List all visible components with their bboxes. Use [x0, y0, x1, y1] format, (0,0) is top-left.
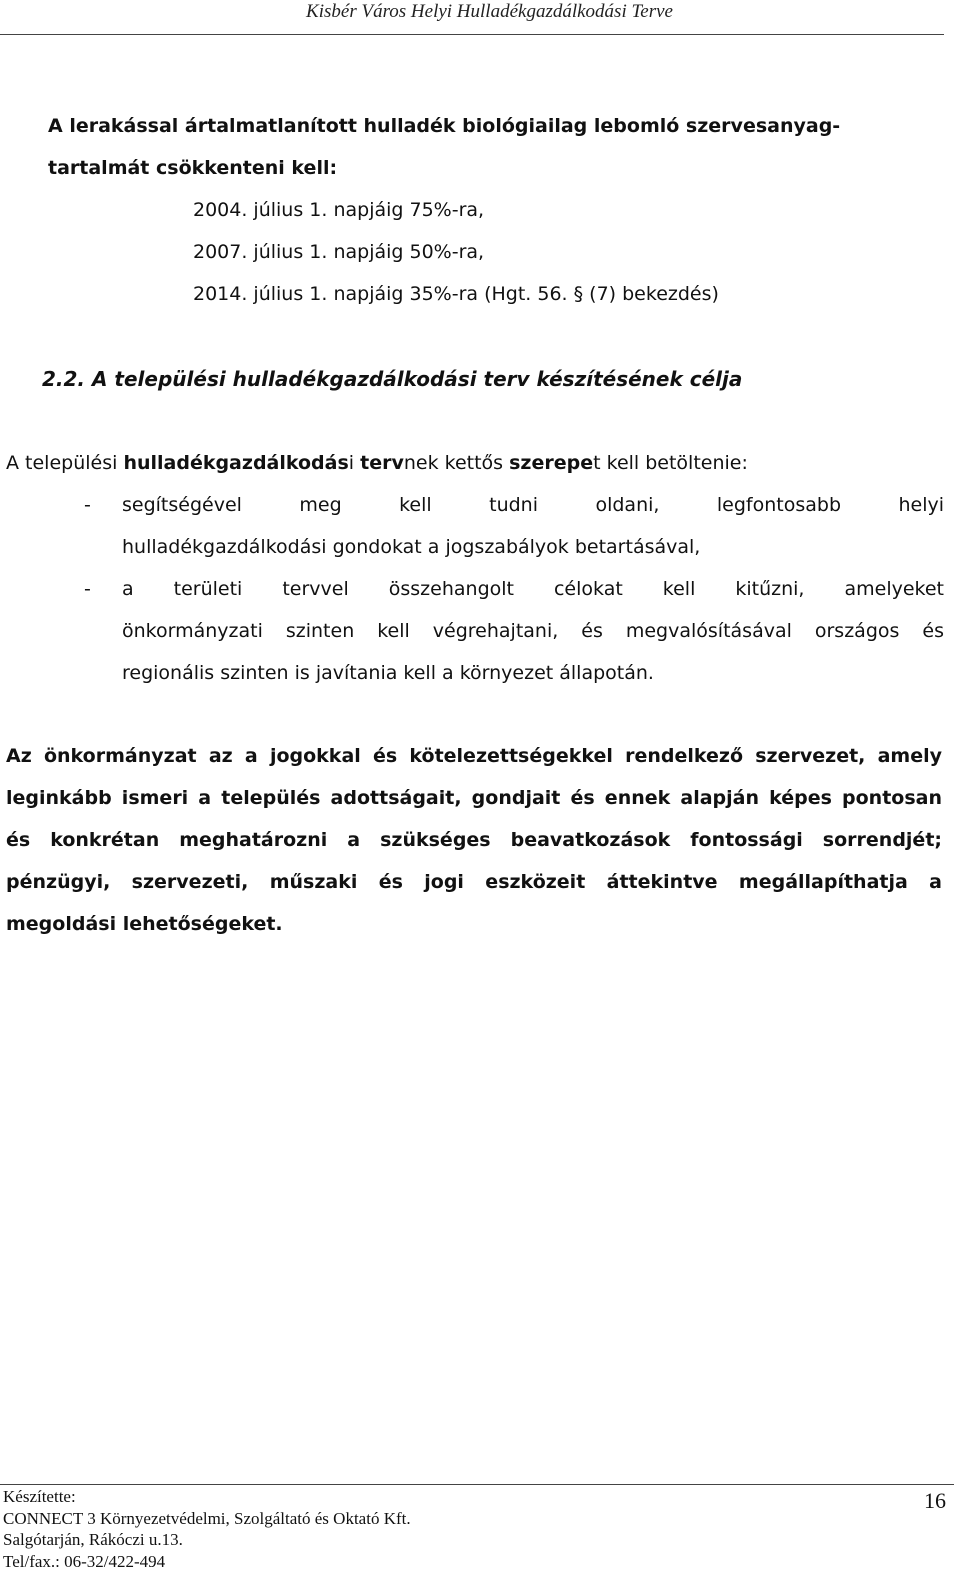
deadline-item: 2014. július 1. napjáig 35%-ra (Hgt. 56. § (7) bekezdés) [193, 283, 719, 305]
list-line: hulladékgazdálkodási gondokat a jogszabályok betartásával, [122, 536, 701, 558]
text-run: t kell betöltenie: [593, 452, 748, 474]
paragraph-line: leginkább ismeri a település adottságait, gondjait és ennek alapján képes pontosan [6, 787, 942, 809]
deadline-list [193, 189, 893, 315]
intro-paragraph [6, 442, 946, 484]
footer [3, 1486, 903, 1572]
intro-bold-line-1: A lerakással ártalmatlanított hulladék biológiailag lebomló szervesanyag- [48, 115, 841, 137]
running-header-title: Kisbér Város Helyi Hulladékgazdálkodási Terve [306, 1, 673, 22]
footer-company: CONNECT 3 Környezetvédelmi, Szolgáltató és Oktató Kft. [3, 1508, 411, 1528]
list-item [84, 568, 944, 694]
intro-bold-block [48, 105, 928, 189]
bold-paragraph [6, 735, 942, 945]
footer-divider [0, 1484, 954, 1485]
section-heading: 2.2. A települési hulladékgazdálkodási terv készítésének célja [42, 367, 743, 391]
list-dash: - [84, 578, 91, 600]
footer-phone: Tel/fax.: 06-32/422-494 [3, 1551, 166, 1571]
text-run: i [348, 452, 361, 474]
list-line: a területi tervvel összehangolt célokat kell kitűzni, amelyeket [122, 578, 944, 600]
paragraph-line: megoldási lehetőségeket. [6, 913, 283, 935]
text-run-bold: szerepe [509, 452, 594, 474]
text-run-bold: hulladékgazdálkodás [123, 452, 349, 474]
paragraph-line: és konkrétan meghatározni a szükséges beavatkozások fontossági sorrendjét; [6, 829, 942, 851]
text-run: nek kettős [403, 452, 510, 474]
intro-bold-line-2: tartalmát csökkenteni kell: [48, 157, 338, 179]
deadline-item: 2007. július 1. napjáig 50%-ra, [193, 241, 485, 263]
list-dash: - [84, 494, 91, 516]
deadline-item: 2004. július 1. napjáig 75%-ra, [193, 199, 485, 221]
list-line: önkormányzati szinten kell végrehajtani, és megvalósításával országos és [122, 620, 944, 642]
paragraph-line: Az önkormányzat az a jogokkal és kötelezettségekkel rendelkező szervezet, amely [6, 745, 942, 767]
text-run: A települési [6, 452, 124, 474]
list-item [84, 484, 944, 568]
footer-address: Salgótarján, Rákóczi u.13. [3, 1530, 183, 1549]
page-number: 16 [924, 1488, 946, 1513]
footer-prepared-by: Készítette: [3, 1487, 76, 1506]
header-divider [0, 34, 944, 35]
paragraph-line: pénzügyi, szervezeti, műszaki és jogi eszközeit áttekintve megállapíthatja a [6, 871, 942, 893]
list-line: regionális szinten is javítania kell a környezet állapotán. [122, 662, 654, 684]
text-run-bold: terv [360, 452, 404, 474]
list-line: segítségével meg kell tudni oldani, legfontosabb helyi [122, 494, 944, 516]
